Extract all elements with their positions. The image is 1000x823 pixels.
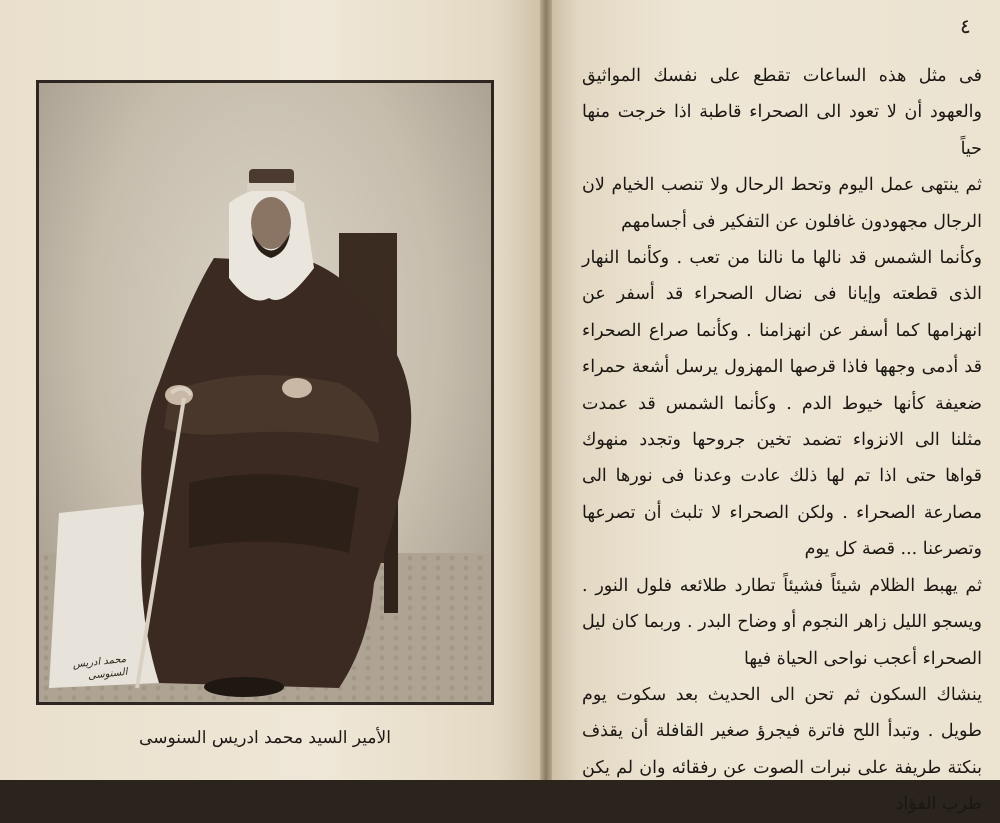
signature-line-2: السنوسى (87, 666, 129, 682)
portrait-plate (36, 80, 494, 705)
signature-line-1: محمد ادريس (72, 653, 127, 671)
page-number: ٤ (960, 14, 971, 38)
paragraph: ثم ينتهى عمل اليوم وتحط الرحال ولا تنصب الخيام لان الرجال مجهودون غافلون عن التفكير فى أجسامهم (582, 175, 982, 232)
paragraph: ينشاك السكون ثم تحن الى الحديث بعد سكوت يوم طويل . وتبدأ اللح فاترة فيجرؤ صغير القافلة أن يقذف بنكتة طريفة على نبرات الصوت عن رفقائه وان لم يكن طرب الفؤاد (582, 684, 982, 815)
book-gutter (540, 0, 552, 780)
portrait-caption: الأمير السيد محمد ادريس السنوسى (139, 728, 391, 748)
paragraph: فى مثل هذه الساعات تقطع على نفسك المواثيق والعهود أن لا تعود الى الصحراء قاطبة اذا خرجت منها حياً (582, 66, 982, 159)
agal (249, 169, 294, 185)
portrait-illustration (39, 83, 491, 702)
body-text (582, 58, 982, 823)
portrait-photo (39, 83, 491, 702)
right-hand (282, 378, 312, 398)
paragraph: ثم يهبط الظلام شيئاً فشيئاً تطارد طلائعه فلول النور . ويسجو الليل زاهر النجوم أو وضاح البدر . وربما كان ليل الصحراء أعجب نواحى الحياة فيها (582, 575, 982, 669)
paragraph: وكأنما الشمس قد نالها ما نالنا من تعب . وكأنما النهار الذى قطعته وإيانا فى نضال الصحراء قد أسفر عن انهزامها كما أسفر عن انهزامنا . وكأنما صراع الصحراء قد أدمى وجهها فاذا قرصها المهزول يرسل أشعة حمراء ضعيفة كأنها خيوط الدم . وكأنما الشمس قد عمدت مثلنا الى الانزواء تضمد تخين جروحها وتجدد منهوك قواها حتى اذا تم لها ذلك عادت وعدنا فى نورها الى مصارعة الصحراء . ولكن الصحراء لا تلبث أن تصرعها وتصرعنا ... قصة كل يوم (582, 248, 982, 560)
